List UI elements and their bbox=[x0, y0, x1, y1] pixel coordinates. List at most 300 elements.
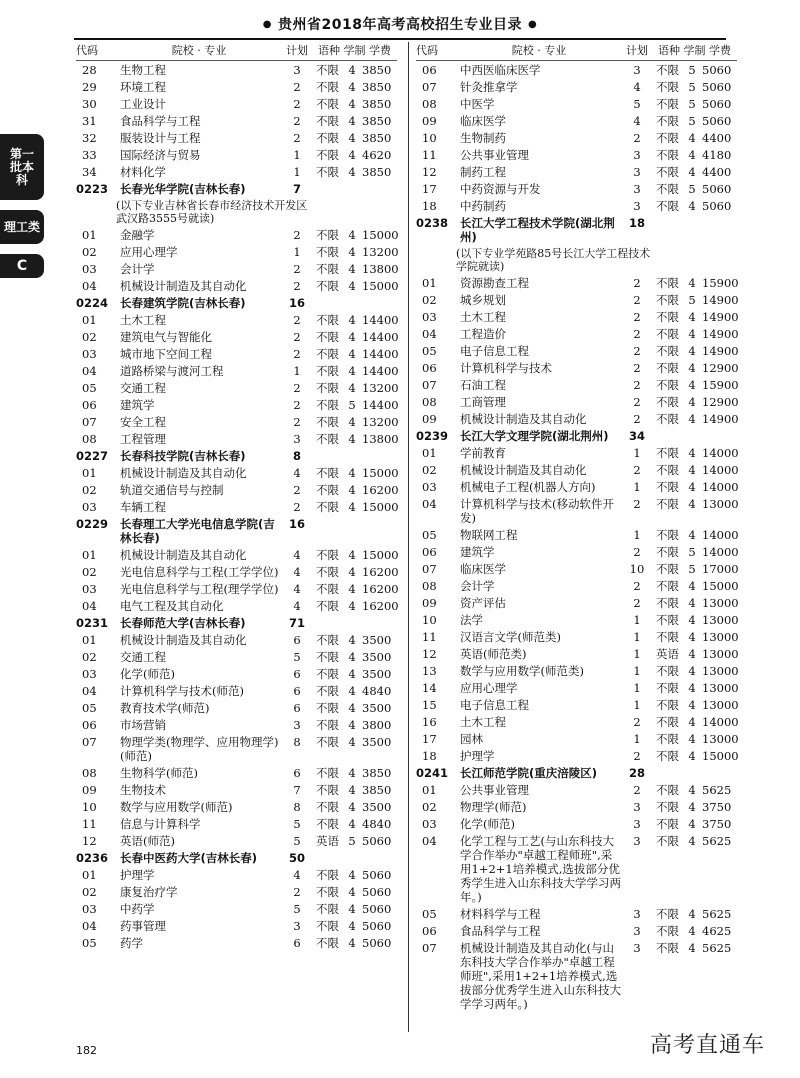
plan-count: 4 bbox=[293, 466, 301, 480]
major-name: 安全工程 bbox=[120, 415, 166, 429]
tuition: 4620 bbox=[362, 148, 392, 162]
major-row bbox=[76, 699, 397, 716]
language: 不限 bbox=[656, 446, 679, 460]
major-code: 03 bbox=[422, 480, 437, 494]
major-name: 数学与应用数学(师范) bbox=[120, 800, 233, 814]
major-code: 03 bbox=[422, 817, 437, 831]
major-row bbox=[76, 396, 397, 413]
major-code: 11 bbox=[82, 817, 97, 831]
major-name: 护理学 bbox=[460, 749, 495, 763]
major-name: 机械设计制造及其自动化 bbox=[120, 633, 247, 647]
major-code: 04 bbox=[82, 599, 97, 613]
language: 不限 bbox=[656, 63, 679, 77]
tuition: 15000 bbox=[362, 279, 399, 293]
school-code: 0224 bbox=[76, 296, 109, 310]
header-meta: 语种 学制 学费 bbox=[318, 44, 391, 57]
major-row bbox=[76, 163, 397, 180]
plan-count: 2 bbox=[293, 381, 301, 395]
tuition: 3500 bbox=[362, 667, 392, 681]
major-name: 教育技术学(师范) bbox=[120, 701, 210, 715]
language: 不限 bbox=[316, 80, 339, 94]
years: 4 bbox=[688, 497, 696, 511]
major-name: 康复治疗学 bbox=[120, 885, 178, 899]
major-row bbox=[416, 376, 737, 393]
major-name: 中药资源与开发 bbox=[460, 182, 541, 196]
tuition: 3850 bbox=[362, 63, 392, 77]
years: 4 bbox=[348, 165, 356, 179]
major-row bbox=[76, 311, 397, 328]
major-row bbox=[416, 939, 737, 1012]
major-row bbox=[76, 413, 397, 430]
major-name: 信息与计算科学 bbox=[120, 817, 201, 831]
major-code: 06 bbox=[422, 924, 437, 938]
major-name: 车辆工程 bbox=[120, 500, 166, 514]
language: 不限 bbox=[656, 528, 679, 542]
language: 不限 bbox=[316, 868, 339, 882]
major-row bbox=[416, 922, 737, 939]
tuition: 13000 bbox=[702, 681, 739, 695]
plan-count: 5 bbox=[633, 97, 641, 111]
plan-count: 3 bbox=[293, 919, 301, 933]
major-code: 06 bbox=[82, 718, 97, 732]
plan-count: 2 bbox=[633, 276, 641, 290]
major-code: 08 bbox=[82, 432, 97, 446]
plan-count: 1 bbox=[633, 630, 641, 644]
language: 不限 bbox=[316, 63, 339, 77]
tuition: 13000 bbox=[702, 497, 739, 511]
plan-count: 1 bbox=[633, 647, 641, 661]
major-code: 01 bbox=[82, 548, 97, 562]
major-name: 资源勘查工程 bbox=[460, 276, 529, 290]
major-code: 11 bbox=[422, 148, 437, 162]
plan-count: 4 bbox=[293, 868, 301, 882]
years: 4 bbox=[348, 80, 356, 94]
major-name: 会计学 bbox=[460, 579, 495, 593]
language: 不限 bbox=[656, 199, 679, 213]
major-row bbox=[76, 682, 397, 699]
tuition: 13200 bbox=[362, 415, 399, 429]
major-row bbox=[76, 61, 397, 78]
major-row bbox=[416, 611, 737, 628]
years: 4 bbox=[688, 817, 696, 831]
major-name: 化学(师范) bbox=[460, 817, 515, 831]
years: 4 bbox=[688, 613, 696, 627]
school-name: 长春中医药大学(吉林长春) bbox=[120, 851, 258, 865]
years: 4 bbox=[348, 800, 356, 814]
tuition: 13000 bbox=[702, 596, 739, 610]
language: 不限 bbox=[316, 633, 339, 647]
major-row bbox=[416, 163, 737, 180]
major-row bbox=[76, 648, 397, 665]
tuition: 14000 bbox=[702, 446, 739, 460]
school-code: 0236 bbox=[76, 851, 109, 865]
tuition: 13000 bbox=[702, 613, 739, 627]
major-name: 物联网工程 bbox=[460, 528, 518, 542]
major-name: 城乡规划 bbox=[460, 293, 506, 307]
language: 不限 bbox=[316, 165, 339, 179]
major-name: 机械设计制造及其自动化 bbox=[460, 463, 587, 477]
years: 4 bbox=[348, 684, 356, 698]
tuition: 13000 bbox=[702, 698, 739, 712]
major-code: 04 bbox=[422, 327, 437, 341]
major-code: 08 bbox=[82, 766, 97, 780]
major-name: 机械设计制造及其自动化 bbox=[120, 548, 247, 562]
years: 4 bbox=[688, 698, 696, 712]
major-code: 10 bbox=[422, 131, 437, 145]
tuition: 13200 bbox=[362, 381, 399, 395]
language: 不限 bbox=[316, 364, 339, 378]
major-row bbox=[76, 345, 397, 362]
school-name: 长江大学工程技术学院(湖北荆州) bbox=[460, 216, 615, 244]
major-row bbox=[76, 260, 397, 277]
years: 4 bbox=[348, 330, 356, 344]
left-rows bbox=[76, 61, 397, 951]
years: 4 bbox=[688, 528, 696, 542]
major-row bbox=[416, 461, 737, 478]
plan-count: 10 bbox=[629, 562, 645, 576]
major-row bbox=[416, 798, 737, 815]
tuition: 5060 bbox=[702, 114, 732, 128]
plan-count: 7 bbox=[292, 182, 301, 196]
plan-count: 3 bbox=[633, 199, 641, 213]
language: 不限 bbox=[656, 361, 679, 375]
years: 5 bbox=[348, 834, 356, 848]
side-tab-batch: 第一批本科 bbox=[0, 134, 44, 200]
years: 4 bbox=[348, 817, 356, 831]
major-row bbox=[76, 146, 397, 163]
tuition: 3850 bbox=[362, 783, 392, 797]
tuition: 16200 bbox=[362, 483, 399, 497]
years: 4 bbox=[688, 412, 696, 426]
major-row bbox=[416, 679, 737, 696]
major-name: 机械设计制造及其自动化 bbox=[120, 279, 247, 293]
major-name: 道路桥梁与渡河工程 bbox=[120, 364, 224, 378]
tuition: 14000 bbox=[702, 528, 739, 542]
years: 4 bbox=[348, 902, 356, 916]
tuition: 5625 bbox=[702, 783, 732, 797]
years: 4 bbox=[688, 596, 696, 610]
major-row bbox=[76, 243, 397, 260]
years: 4 bbox=[688, 924, 696, 938]
plan-count: 3 bbox=[633, 800, 641, 814]
major-name: 机械设计制造及其自动化 bbox=[120, 466, 247, 480]
major-code: 03 bbox=[82, 667, 97, 681]
tuition: 14000 bbox=[702, 463, 739, 477]
major-row bbox=[416, 478, 737, 495]
language: 不限 bbox=[316, 548, 339, 562]
major-code: 12 bbox=[82, 834, 97, 848]
plan-count: 3 bbox=[633, 907, 641, 921]
years: 4 bbox=[688, 715, 696, 729]
years: 4 bbox=[348, 63, 356, 77]
major-code: 03 bbox=[82, 902, 97, 916]
language: 不限 bbox=[656, 579, 679, 593]
plan-count: 1 bbox=[633, 446, 641, 460]
side-tab-letter: C bbox=[0, 254, 44, 278]
years: 5 bbox=[688, 293, 696, 307]
plan-count: 2 bbox=[293, 97, 301, 111]
major-row bbox=[416, 526, 737, 543]
major-name: 交通工程 bbox=[120, 650, 166, 664]
years: 4 bbox=[688, 165, 696, 179]
language: 不限 bbox=[656, 732, 679, 746]
major-name: 市场营销 bbox=[120, 718, 166, 732]
years: 4 bbox=[688, 630, 696, 644]
school-code: 0241 bbox=[416, 766, 449, 780]
tuition: 14400 bbox=[362, 398, 399, 412]
plan-count: 2 bbox=[293, 279, 301, 293]
major-row bbox=[76, 900, 397, 917]
major-code: 04 bbox=[422, 834, 437, 848]
major-row bbox=[76, 498, 397, 515]
tuition: 3850 bbox=[362, 80, 392, 94]
major-code: 28 bbox=[82, 63, 97, 77]
plan-count: 2 bbox=[633, 412, 641, 426]
tuition: 4840 bbox=[362, 684, 392, 698]
page-header bbox=[0, 14, 800, 34]
plan-count: 4 bbox=[293, 599, 301, 613]
school-name: 长春理工大学光电信息学院(吉林长春) bbox=[120, 517, 275, 545]
major-row bbox=[76, 563, 397, 580]
major-code: 01 bbox=[422, 783, 437, 797]
major-code: 05 bbox=[82, 936, 97, 950]
major-row bbox=[76, 866, 397, 883]
plan-count: 6 bbox=[293, 766, 301, 780]
years: 5 bbox=[688, 545, 696, 559]
plan-count: 2 bbox=[293, 228, 301, 242]
major-code: 09 bbox=[82, 783, 97, 797]
major-name: 中药制药 bbox=[460, 199, 506, 213]
major-row bbox=[416, 129, 737, 146]
major-name: 环境工程 bbox=[120, 80, 166, 94]
years: 4 bbox=[348, 228, 356, 242]
tuition: 5060 bbox=[362, 885, 392, 899]
major-name: 电子信息工程 bbox=[460, 698, 529, 712]
years: 4 bbox=[348, 347, 356, 361]
bullet-left: ● bbox=[262, 19, 273, 30]
tuition: 4840 bbox=[362, 817, 392, 831]
tuition: 15000 bbox=[702, 579, 739, 593]
major-name: 金融学 bbox=[120, 228, 155, 242]
plan-count: 7 bbox=[293, 783, 301, 797]
plan-count: 34 bbox=[628, 429, 645, 443]
major-row bbox=[76, 481, 397, 498]
school-row bbox=[76, 180, 397, 197]
major-name: 电气工程及其自动化 bbox=[120, 599, 224, 613]
language: 不限 bbox=[656, 378, 679, 392]
school-code: 0229 bbox=[76, 517, 109, 531]
plan-count: 3 bbox=[633, 182, 641, 196]
plan-count: 2 bbox=[633, 131, 641, 145]
language: 不限 bbox=[316, 718, 339, 732]
language: 不限 bbox=[316, 330, 339, 344]
major-code: 06 bbox=[82, 398, 97, 412]
years: 4 bbox=[348, 432, 356, 446]
tuition: 15000 bbox=[362, 500, 399, 514]
major-row bbox=[416, 781, 737, 798]
plan-count: 2 bbox=[633, 497, 641, 511]
language: 不限 bbox=[316, 800, 339, 814]
plan-count: 2 bbox=[633, 310, 641, 324]
major-name: 药事管理 bbox=[120, 919, 166, 933]
major-name: 资产评估 bbox=[460, 596, 506, 610]
location-note: (以下专业学苑路85号长江大学工程技术学院就读) bbox=[456, 247, 651, 273]
years: 4 bbox=[348, 415, 356, 429]
plan-count: 2 bbox=[293, 313, 301, 327]
major-row bbox=[416, 95, 737, 112]
major-name: 食品科学与工程 bbox=[460, 924, 541, 938]
plan-count: 3 bbox=[293, 432, 301, 446]
years: 4 bbox=[348, 131, 356, 145]
tuition: 5060 bbox=[362, 902, 392, 916]
major-row bbox=[416, 543, 737, 560]
plan-count: 2 bbox=[293, 398, 301, 412]
tuition: 17000 bbox=[702, 562, 739, 576]
language: 不限 bbox=[656, 545, 679, 559]
tuition: 3500 bbox=[362, 650, 392, 664]
language: 不限 bbox=[316, 466, 339, 480]
major-name: 物理学(师范) bbox=[460, 800, 527, 814]
major-row bbox=[416, 274, 737, 291]
plan-count: 2 bbox=[293, 114, 301, 128]
major-name: 国际经济与贸易 bbox=[120, 148, 201, 162]
major-code: 01 bbox=[82, 466, 97, 480]
tuition: 3500 bbox=[362, 735, 392, 749]
page-number: 182 bbox=[76, 1044, 97, 1057]
years: 4 bbox=[688, 800, 696, 814]
school-row bbox=[416, 427, 737, 444]
school-name: 长春建筑学院(吉林长春) bbox=[120, 296, 246, 310]
major-row bbox=[76, 781, 397, 798]
plan-count: 3 bbox=[633, 165, 641, 179]
plan-count: 1 bbox=[633, 480, 641, 494]
plan-count: 2 bbox=[633, 293, 641, 307]
plan-count: 2 bbox=[633, 749, 641, 763]
plan-count: 4 bbox=[633, 114, 641, 128]
column-divider bbox=[408, 42, 409, 1032]
header-plan: 计划 bbox=[626, 44, 648, 57]
plan-count: 1 bbox=[633, 664, 641, 678]
school-code: 0223 bbox=[76, 182, 109, 196]
major-code: 07 bbox=[422, 562, 437, 576]
major-row bbox=[76, 464, 397, 481]
language: 不限 bbox=[316, 262, 339, 276]
tuition: 13800 bbox=[362, 432, 399, 446]
major-code: 03 bbox=[82, 262, 97, 276]
language: 不限 bbox=[316, 483, 339, 497]
major-row bbox=[416, 747, 737, 764]
major-name: 应用心理学 bbox=[120, 245, 178, 259]
tuition: 3750 bbox=[702, 817, 732, 831]
major-code: 30 bbox=[82, 97, 97, 111]
language: 不限 bbox=[316, 582, 339, 596]
language: 不限 bbox=[316, 131, 339, 145]
major-code: 07 bbox=[422, 378, 437, 392]
language: 不限 bbox=[316, 228, 339, 242]
major-name: 公共事业管理 bbox=[460, 148, 529, 162]
school-name: 长春光华学院(吉林长春) bbox=[120, 182, 246, 196]
years: 4 bbox=[348, 114, 356, 128]
tuition: 12900 bbox=[702, 395, 739, 409]
major-code: 01 bbox=[82, 228, 97, 242]
years: 5 bbox=[688, 182, 696, 196]
years: 4 bbox=[348, 667, 356, 681]
tuition: 13000 bbox=[702, 732, 739, 746]
language: 不限 bbox=[316, 766, 339, 780]
tuition: 5625 bbox=[702, 941, 732, 955]
language: 不限 bbox=[656, 715, 679, 729]
language: 不限 bbox=[656, 749, 679, 763]
header-name: 院校 · 专业 bbox=[171, 44, 227, 57]
language: 不限 bbox=[656, 480, 679, 494]
plan-count: 18 bbox=[628, 216, 645, 230]
years: 4 bbox=[688, 310, 696, 324]
tuition: 5060 bbox=[702, 182, 732, 196]
major-name: 生物制药 bbox=[460, 131, 506, 145]
language: 不限 bbox=[656, 412, 679, 426]
plan-count: 28 bbox=[628, 766, 645, 780]
years: 4 bbox=[688, 344, 696, 358]
school-name: 长江师范学院(重庆涪陵区) bbox=[460, 766, 598, 780]
plan-count: 8 bbox=[292, 449, 301, 463]
plan-count: 3 bbox=[633, 941, 641, 955]
plan-count: 1 bbox=[293, 364, 301, 378]
plan-count: 3 bbox=[633, 63, 641, 77]
plan-count: 2 bbox=[633, 715, 641, 729]
major-row bbox=[416, 662, 737, 679]
years: 5 bbox=[688, 114, 696, 128]
major-code: 06 bbox=[422, 361, 437, 375]
major-name: 数学与应用数学(师范类) bbox=[460, 664, 584, 678]
years: 4 bbox=[348, 582, 356, 596]
major-row bbox=[416, 594, 737, 611]
language: 不限 bbox=[656, 698, 679, 712]
tuition: 5060 bbox=[362, 868, 392, 882]
major-name: 化学工程与工艺(与山东科技大学合作举办"卓越工程师班",采用1+2+1培养模式,选拔部分优秀学生进入山东科技大学学习两年。) bbox=[460, 834, 621, 904]
major-code: 04 bbox=[82, 279, 97, 293]
tuition: 5060 bbox=[702, 63, 732, 77]
major-code: 14 bbox=[422, 681, 437, 695]
language: 不限 bbox=[316, 279, 339, 293]
plan-count: 2 bbox=[293, 80, 301, 94]
major-row bbox=[416, 577, 737, 594]
years: 4 bbox=[348, 565, 356, 579]
major-name: 食品科学与工程 bbox=[120, 114, 201, 128]
major-name: 轨道交通信号与控制 bbox=[120, 483, 224, 497]
major-name: 土木工程 bbox=[460, 715, 506, 729]
tuition: 15000 bbox=[362, 466, 399, 480]
years: 4 bbox=[348, 599, 356, 613]
years: 4 bbox=[688, 664, 696, 678]
major-code: 03 bbox=[82, 500, 97, 514]
major-code: 32 bbox=[82, 131, 97, 145]
plan-count: 16 bbox=[288, 296, 305, 310]
language: 不限 bbox=[316, 432, 339, 446]
major-code: 01 bbox=[82, 633, 97, 647]
major-row bbox=[76, 580, 397, 597]
major-row bbox=[416, 815, 737, 832]
major-row bbox=[76, 379, 397, 396]
tuition: 13000 bbox=[702, 630, 739, 644]
school-name: 长春师范大学(吉林长春) bbox=[120, 616, 246, 630]
tuition: 5060 bbox=[362, 834, 392, 848]
years: 5 bbox=[688, 562, 696, 576]
major-row bbox=[76, 733, 397, 764]
language: 不限 bbox=[656, 114, 679, 128]
years: 5 bbox=[348, 398, 356, 412]
major-row bbox=[416, 645, 737, 662]
language: 不限 bbox=[656, 613, 679, 627]
